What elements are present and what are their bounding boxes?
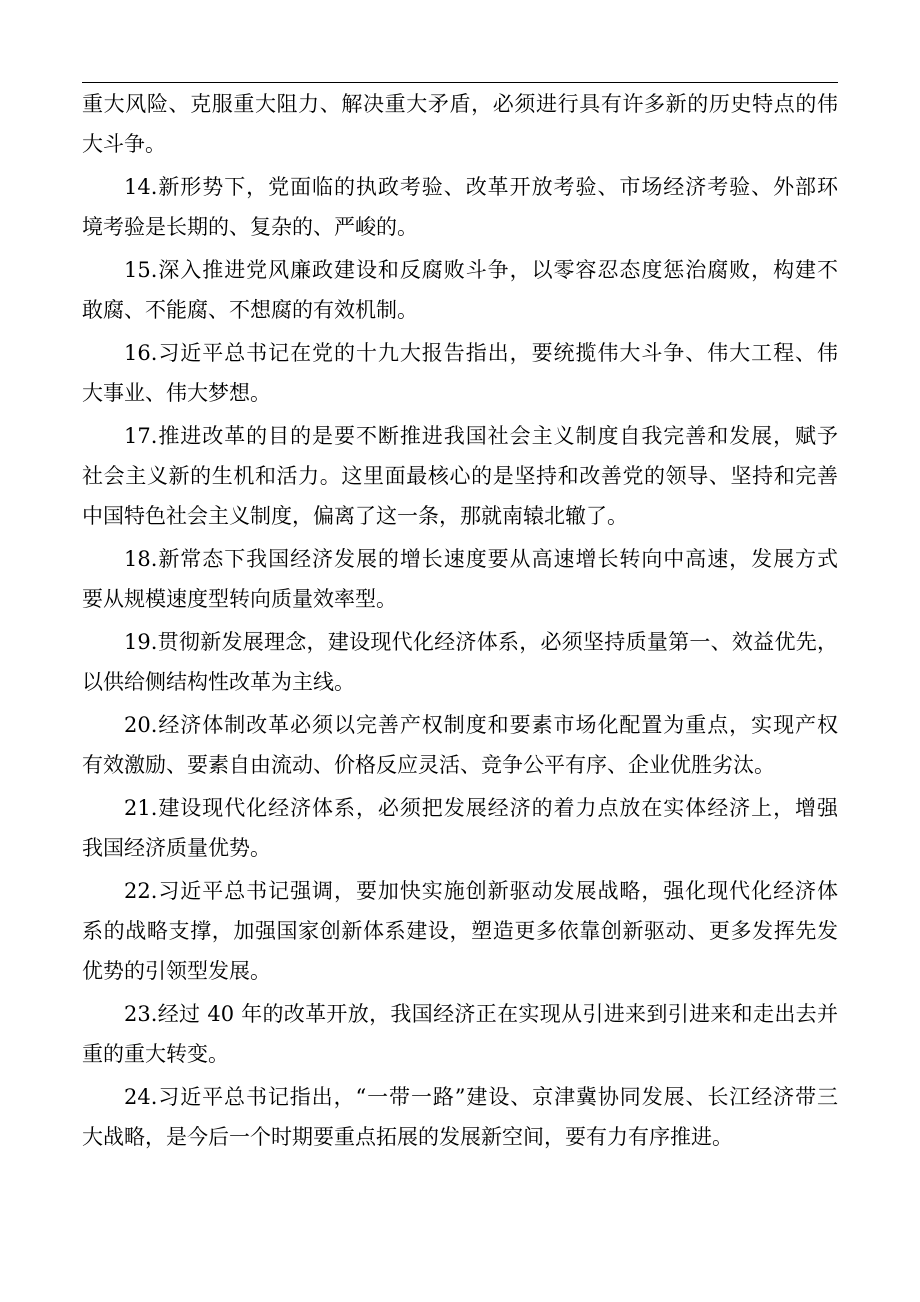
item-18 <box>82 539 838 619</box>
paragraph-line: 系的战略支撑，加强国家创新体系建设，塑造更多依靠创新驱动、更多发挥先发 <box>82 919 838 943</box>
paragraph-line: 重的重大转变。 <box>82 1042 229 1066</box>
item-15 <box>82 250 838 330</box>
paragraph-line: 20.经济体制改革必须以完善产权制度和要素市场化配置为重点，实现产权 <box>124 713 838 737</box>
item-23 <box>82 994 838 1074</box>
paragraph-line: 15.深入推进党风廉政建设和反腐败斗争，以零容忍态度惩治腐败，构建不 <box>124 258 838 282</box>
paragraph-line: 21.建设现代化经济体系，必须把发展经济的着力点放在实体经济上，增强 <box>124 796 838 820</box>
paragraph-line: 23.经过 40 年的改革开放，我国经济正在实现从引进来到引进来和走出去并 <box>124 1002 838 1026</box>
paragraph-line: 19.贯彻新发展理念，建设现代化经济体系，必须坚持质量第一、效益优先， <box>124 630 838 654</box>
paragraph-line: 境考验是长期的、复杂的、严峻的。 <box>82 215 418 239</box>
paragraph-line: 社会主义新的生机和活力。这里面最核心的是坚持和改善党的领导、坚持和完善 <box>82 464 838 488</box>
paragraph-line: 重大风险、克服重大阻力、解决重大矛盾，必须进行具有许多新的历史特点的伟 <box>82 92 838 116</box>
paragraph-line: 24.习近平总书记指出，“一带一路”建设、京津冀协同发展、长江经济带三 <box>124 1085 838 1109</box>
paragraph-line: 17.推进改革的目的是要不断推进我国社会主义制度自我完善和发展，赋予 <box>124 424 838 448</box>
paragraph-line: 有效激励、要素自由流动、价格反应灵活、竞争公平有序、企业优胜劣汰。 <box>82 753 775 777</box>
item-14 <box>82 167 838 247</box>
document-body <box>82 84 838 1157</box>
item-19 <box>82 622 838 702</box>
paragraph-line: 敢腐、不能腐、不想腐的有效机制。 <box>82 298 418 322</box>
paragraph-line: 14.新形势下，党面临的执政考验、改革开放考验、市场经济考验、外部环 <box>124 175 838 199</box>
paragraph-line: 以供给侧结构性改革为主线。 <box>82 670 355 694</box>
item-16 <box>82 333 838 413</box>
paragraph-line: 优势的引领型发展。 <box>82 959 271 983</box>
header-rule <box>82 82 838 83</box>
intro-paragraph <box>82 84 838 164</box>
paragraph-line: 大事业、伟大梦想。 <box>82 381 271 405</box>
paragraph-line: 中国特色社会主义制度，偏离了这一条，那就南辕北辙了。 <box>82 504 628 528</box>
paragraph-line: 22.习近平总书记强调，要加快实施创新驱动发展战略，强化现代化经济体 <box>124 879 838 903</box>
paragraph-line: 要从规模速度型转向质量效率型。 <box>82 587 397 611</box>
paragraph-line: 大战略，是今后一个时期要重点拓展的发展新空间，要有力有序推进。 <box>82 1125 733 1149</box>
item-17 <box>82 416 838 536</box>
paragraph-line: 大斗争。 <box>82 132 166 156</box>
paragraph-line: 18.新常态下我国经济发展的增长速度要从高速增长转向中高速，发展方式 <box>124 547 838 571</box>
paragraph-line: 我国经济质量优势。 <box>82 836 271 860</box>
item-22 <box>82 871 838 991</box>
item-21 <box>82 788 838 868</box>
item-24 <box>82 1077 838 1157</box>
paragraph-line: 16.习近平总书记在党的十九大报告指出，要统揽伟大斗争、伟大工程、伟 <box>124 341 838 365</box>
item-20 <box>82 705 838 785</box>
